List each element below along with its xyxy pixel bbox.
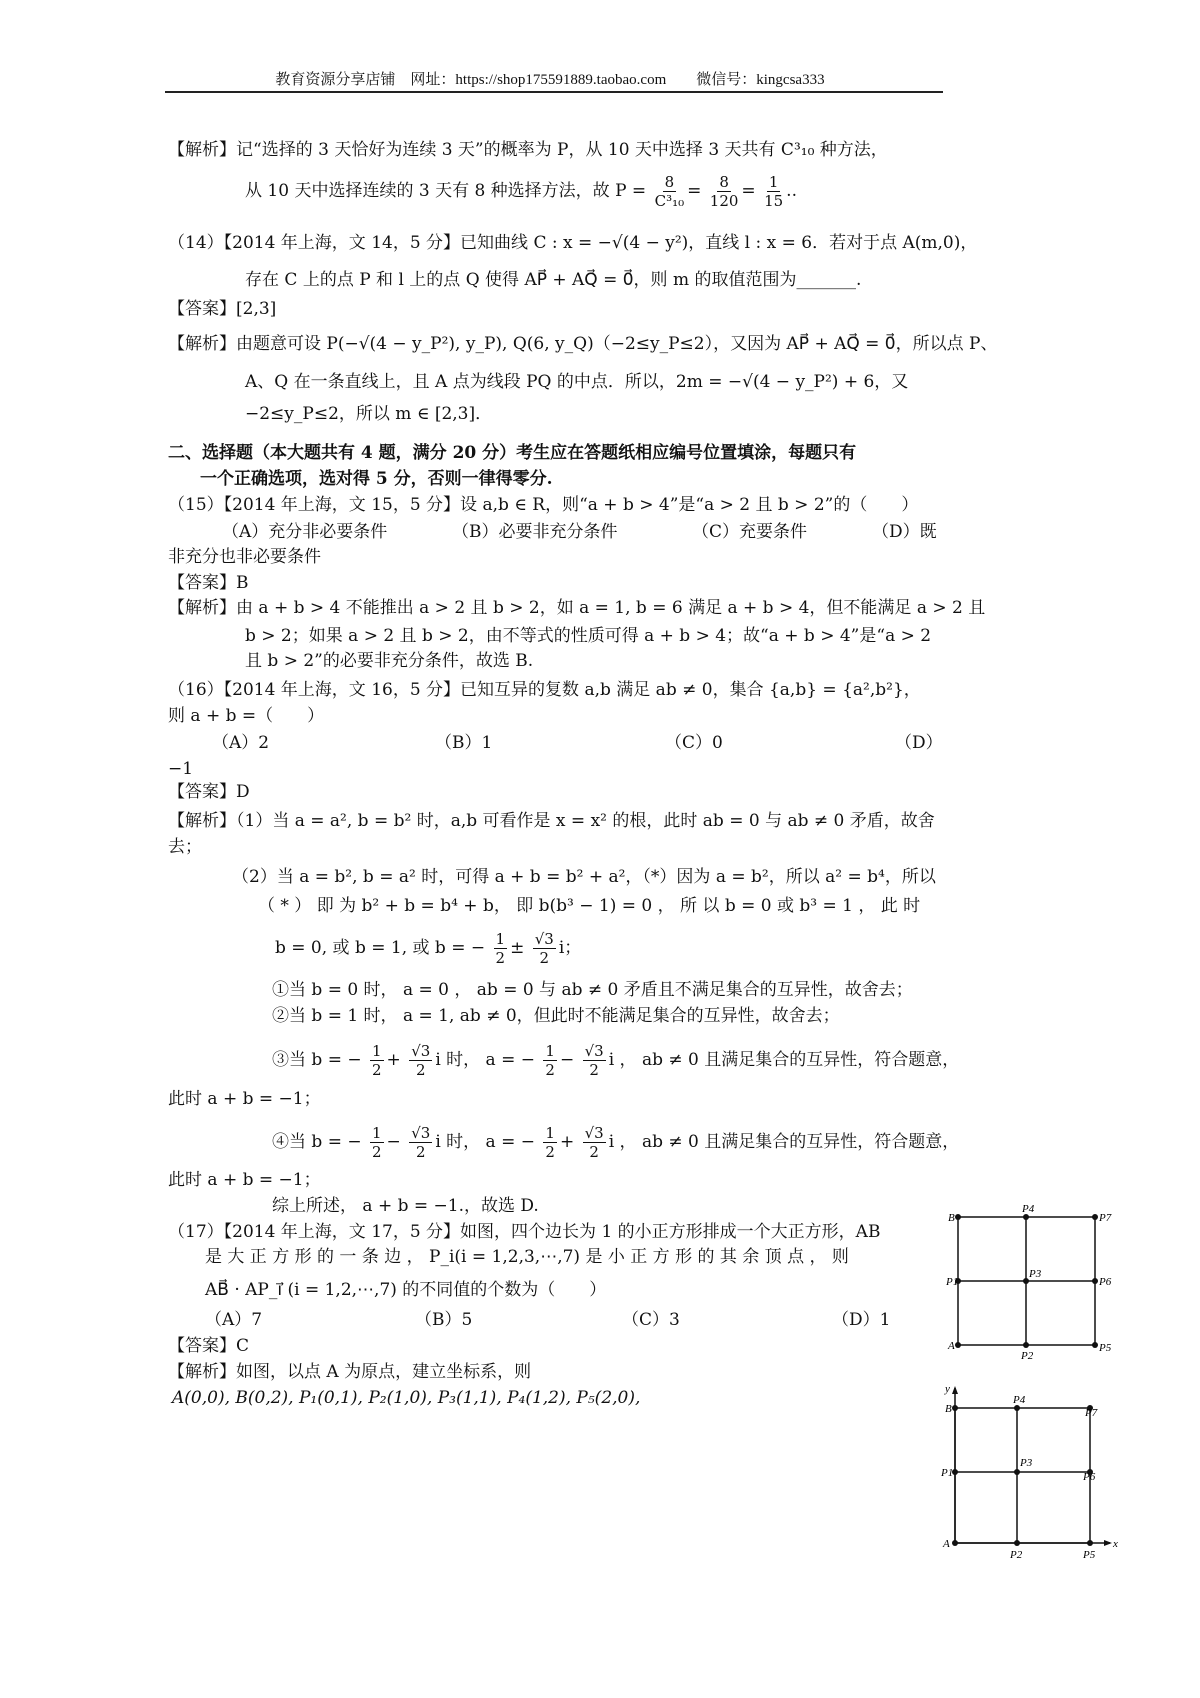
q14-solution-line3: −2≤y_P≤2，所以 m ∈ [2,3]． xyxy=(245,404,493,424)
denominator: 120 xyxy=(709,192,739,210)
numerator: √3 xyxy=(411,1042,431,1060)
numerator: 8 xyxy=(719,173,729,191)
label-p7: P7 xyxy=(1085,1407,1098,1419)
denominator: 2 xyxy=(495,949,506,967)
numerator: √3 xyxy=(534,930,554,948)
text: + xyxy=(559,1132,575,1152)
text: − xyxy=(386,1132,401,1152)
case-4 xyxy=(272,1124,959,1161)
vertex-dots xyxy=(952,1405,1093,1546)
q15-solution-line1: 【解析】由 a + b > 4 不能推出 a > 2 且 b > 2，如 a = 1, b = 6 满足 a + b > 4，但不能满足 a > 2 且 xyxy=(168,598,986,618)
denominator: 2 xyxy=(372,1061,382,1079)
fraction xyxy=(494,930,508,967)
y-axis-arrow-icon xyxy=(952,1386,958,1394)
q16-solution-line3: （ * ） 即 为 b² + b = b⁴ + b， 即 b(b³ − 1) = 0 ， 所 以 b = 0 或 b³ = 1 ， 此 时 xyxy=(258,896,921,916)
label-a: A xyxy=(943,1538,950,1550)
denominator: 2 xyxy=(545,1143,555,1161)
text: .. xyxy=(786,181,797,201)
label-p4: P4 xyxy=(1022,1203,1035,1215)
q15-question: （15）【2014 年上海，文 15，5 分】设 a,b ∈ R，则“a + b > 4”是“a > 2 且 b > 2”的（ ） xyxy=(168,495,919,515)
label-p1: P1 xyxy=(941,1467,954,1479)
outer-square xyxy=(955,1408,1090,1543)
q14-question-line2: 存在 C 上的点 P 和 l 上的点 Q 使得 AP⃗ + AQ⃗ = 0⃗，则 m 的取值范围为_______. xyxy=(245,270,862,290)
section-heading: 二、选择题（本大题共有 4 题，满分 20 分）考生应在答题纸相应编号位置填涂，每题只有 xyxy=(168,443,857,463)
text: ③当 b = − xyxy=(272,1050,362,1070)
label-p3: P3 xyxy=(1029,1268,1042,1280)
q17-option-c: （C）3 xyxy=(622,1310,680,1330)
denominator: 2 xyxy=(589,1061,599,1079)
text: i； xyxy=(558,938,582,958)
label-p6: P6 xyxy=(1083,1471,1096,1483)
q16-option-a: （A）2 xyxy=(212,733,270,753)
label-p4: P4 xyxy=(1013,1394,1026,1406)
fraction xyxy=(533,930,556,967)
label-p3: P3 xyxy=(1020,1457,1033,1469)
denominator: 2 xyxy=(589,1143,599,1161)
label-p5: P5 xyxy=(1083,1549,1096,1561)
q17-option-d: （D）1 xyxy=(832,1310,891,1330)
case-3 xyxy=(272,1042,959,1079)
fraction xyxy=(543,1124,557,1161)
denominator: 2 xyxy=(415,1061,426,1079)
q17-answer: 【答案】C xyxy=(168,1336,250,1356)
text: i ， ab ≠ 0 且满足集合的互异性，符合题意， xyxy=(608,1132,960,1152)
section-heading-line2: 一个正确选项，选对得 5 分，否则一律得零分. xyxy=(200,469,553,489)
case-2: ②当 b = 1 时， a = 1, ab ≠ 0，但此时不能满足集合的互异性，故舍去； xyxy=(272,1006,840,1026)
denominator: 2 xyxy=(415,1143,426,1161)
fraction xyxy=(409,1042,432,1079)
case-3-result: 此时 a + b = −1； xyxy=(168,1089,321,1109)
case-4-result: 此时 a + b = −1； xyxy=(168,1170,321,1190)
denominator: C³₁₀ xyxy=(654,192,685,210)
q16-solution-line2: （2）当 a = b², b = a² 时，可得 a + b = b² + a²，（*）因为 a = b²，所以 a² = b⁴，所以 xyxy=(232,867,936,887)
q14-question: （14）【2014 年上海，文 14，5 分】已知曲线 C : x = −√(4 − y²)，直线 l : x = 6．若对于点 A(m,0)， xyxy=(168,233,978,253)
q16-option-d-value: −1 xyxy=(168,759,194,779)
q14-solution-line1: 【解析】由题意可设 P(−√(4 − y_P²), y_P), Q(6, y_Q)（−2≤y_P≤2），又因为 AP⃗ + AQ⃗ = 0⃗，所以点 P、 xyxy=(168,334,998,354)
denominator: 2 xyxy=(539,949,550,967)
numerator: √3 xyxy=(584,1124,604,1142)
label-p2: P2 xyxy=(1021,1350,1034,1362)
q17-solution-line2: A(0,0), B(0,2), P₁(0,1), P₂(1,0), P₃(1,1), P₄(1,2), P₅(2,0), xyxy=(172,1388,641,1408)
q16-solution-line4 xyxy=(275,930,581,967)
label-y: y xyxy=(945,1383,950,1395)
label-b: B xyxy=(945,1403,952,1415)
header-divider xyxy=(165,91,943,93)
q15-option-d: （D）既 xyxy=(872,522,937,542)
fraction xyxy=(370,1124,384,1161)
q15-option-c: （C）充要条件 xyxy=(692,522,808,542)
numerator: 1 xyxy=(545,1124,555,1142)
label-p1: P1 xyxy=(946,1276,959,1288)
numerator: 8 xyxy=(664,173,675,191)
coordinate-grid-svg xyxy=(941,1383,1118,1561)
fraction xyxy=(543,1042,557,1079)
text: ④当 b = − xyxy=(272,1132,362,1152)
text: ± xyxy=(510,938,525,958)
fraction xyxy=(409,1124,432,1161)
q16-summary: 综上所述， a + b = −1.，故选 D. xyxy=(272,1196,539,1216)
numerator: √3 xyxy=(584,1042,604,1060)
text: − xyxy=(559,1050,575,1070)
q17-question-line2: 是 大 正 方 形 的 一 条 边 ， P_i(i = 1,2,3,⋯,7) 是 小 正 方 形 的 其 余 顶 点 ， 则 xyxy=(205,1247,849,1267)
fraction xyxy=(764,173,783,210)
q13-solution-line1: 【解析】记“选择的 3 天恰好为连续 3 天”的概率为 P，从 10 天中选择 3 天共有 C³₁₀ 种方法， xyxy=(168,140,888,160)
coordinate-grid-diagram xyxy=(941,1383,1118,1561)
q16-question: （16）【2014 年上海，文 16，5 分】已知互异的复数 a,b 满足 ab ≠ 0，集合 {a,b} = {a²,b²}， xyxy=(168,680,921,700)
denominator: 2 xyxy=(372,1143,382,1161)
fraction xyxy=(710,173,739,210)
label-x: x xyxy=(1113,1538,1118,1550)
text: i ， ab ≠ 0 且满足集合的互异性，符合题意， xyxy=(608,1050,960,1070)
q15-option-d-cont: 非充分也非必要条件 xyxy=(168,547,321,567)
text: b = 0, 或 b = 1, 或 b = − xyxy=(275,938,486,958)
label-a: A xyxy=(948,1340,955,1352)
numerator: 1 xyxy=(545,1042,555,1060)
q15-option-a: （A）充分非必要条件 xyxy=(222,522,388,542)
q15-solution-line3: 且 b > 2”的必要非充分条件，故选 B. xyxy=(245,651,534,671)
q16-answer: 【答案】D xyxy=(168,782,250,802)
label-p5: P5 xyxy=(1099,1342,1112,1354)
q16-option-b: （B）1 xyxy=(435,733,493,753)
q16-solution-line1b: 去； xyxy=(168,837,202,857)
q16-option-d: （D） xyxy=(895,733,943,753)
q17-question-line3: AB⃗ · AP_i⃗ (i = 1,2,⋯,7) 的不同值的个数为（ ） xyxy=(205,1280,607,1300)
text: i 时， a = − xyxy=(435,1132,535,1152)
numerator: 1 xyxy=(372,1124,382,1142)
case-1: ①当 b = 0 时， a = 0 ， ab = 0 与 ab ≠ 0 矛盾且不满足集合的互异性，故舍去； xyxy=(272,980,913,1000)
q14-answer: 【答案】[2,3] xyxy=(168,299,277,319)
numerator: 1 xyxy=(372,1042,382,1060)
q15-answer: 【答案】B xyxy=(168,573,249,593)
q17-option-b: （B）5 xyxy=(415,1310,473,1330)
q17-option-a: （A）7 xyxy=(205,1310,263,1330)
numerator: 1 xyxy=(495,930,506,948)
label-b: B xyxy=(948,1212,955,1224)
q17-solution-line1: 【解析】如图，以点 A 为原点，建立坐标系，则 xyxy=(168,1362,532,1382)
fraction xyxy=(370,1042,384,1079)
label-p2: P2 xyxy=(1010,1549,1023,1561)
numerator: √3 xyxy=(411,1124,431,1142)
page-header: 教育资源分享店铺 网址：https://shop175591889.taobao.com 微信号：kingcsa333 xyxy=(275,72,825,88)
fraction xyxy=(583,1124,606,1161)
fraction xyxy=(655,173,685,210)
grid-diagram-svg xyxy=(946,1203,1112,1362)
q15-solution-line2: b > 2；如果 a > 2 且 b > 2，由不等式的性质可得 a + b > 4；故“a + b > 4”是“a > 2 xyxy=(245,626,932,646)
numerator: 1 xyxy=(768,173,779,191)
q17-question: （17）【2014 年上海，文 17，5 分】如图，四个边长为 1 的小正方形排成一个大正方形，AB xyxy=(168,1222,881,1242)
text: 从 10 天中选择连续的 3 天有 8 种选择方法，故 P = xyxy=(245,181,647,201)
q16-solution-line1: 【解析】（1）当 a = a², b = b² 时，a,b 可看作是 x = x² 的根，此时 ab = 0 与 ab ≠ 0 矛盾，故舍 xyxy=(168,811,935,831)
q14-solution-line2: A、Q 在一条直线上，且 A 点为线段 PQ 的中点．所以，2m = −√(4 − y_P²) + 6，又 xyxy=(245,372,909,392)
label-p7: P7 xyxy=(1099,1212,1112,1224)
grid-diagram xyxy=(946,1203,1112,1362)
q16-question-line2: 则 a + b =（ ） xyxy=(168,706,325,726)
q16-option-c: （C）0 xyxy=(665,733,723,753)
denominator: 15 xyxy=(764,192,784,210)
q13-solution-line2: 从 10 天中选择连续的 3 天有 8 种选择方法，故 P = $\frac{8}{\text{C³₁₀}}$ = $\frac{8}{120}$ = $\frac{1}{15}$ .. xyxy=(245,173,797,210)
label-p6: P6 xyxy=(1099,1276,1112,1288)
denominator: 2 xyxy=(545,1061,555,1079)
text: + xyxy=(386,1050,401,1070)
x-axis-arrow-icon xyxy=(1104,1540,1112,1546)
fraction xyxy=(583,1042,606,1079)
q15-option-b: （B）必要非充分条件 xyxy=(452,522,618,542)
text: i 时， a = − xyxy=(435,1050,535,1070)
